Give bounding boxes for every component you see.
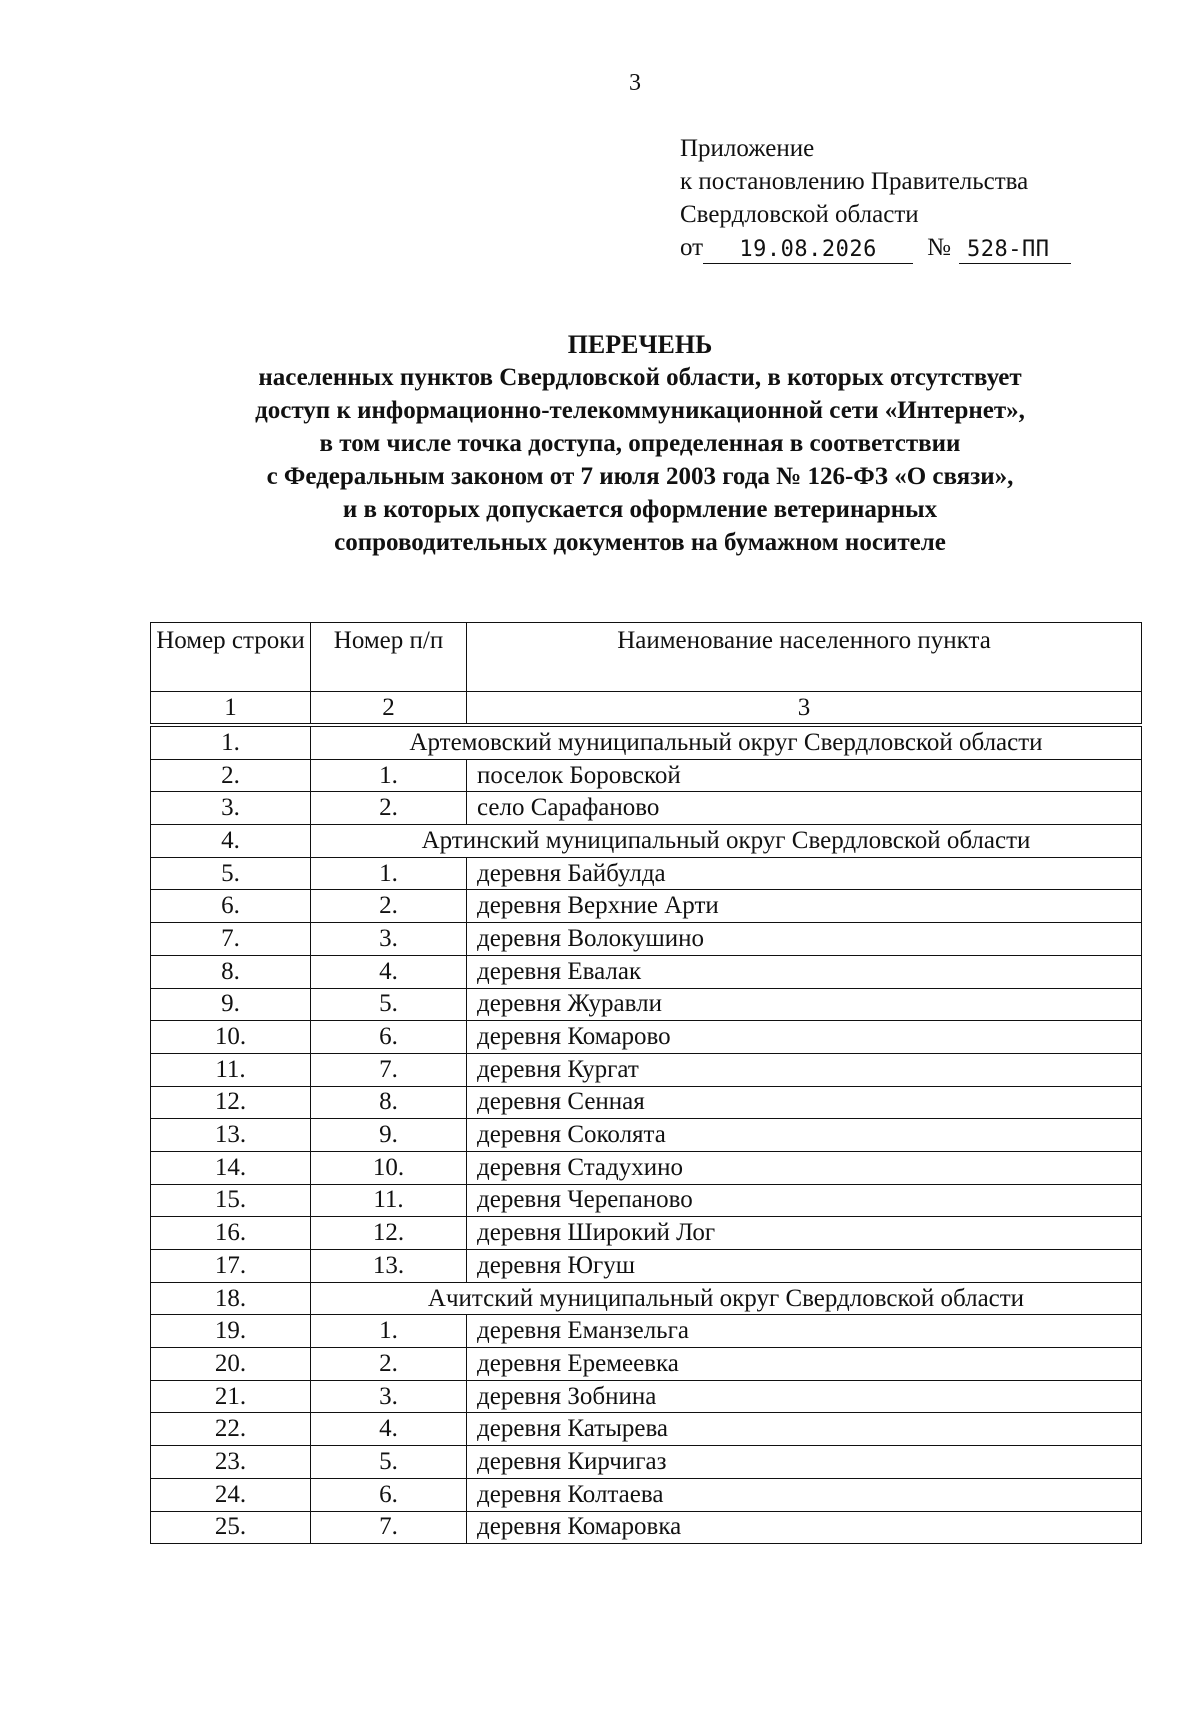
- row-number-cell: 24.: [151, 1478, 311, 1511]
- column-number: 1: [151, 692, 311, 726]
- appendix-line: Приложение: [680, 135, 815, 162]
- row-number-cell: 18.: [151, 1282, 311, 1315]
- settlement-name-cell: деревня Югуш: [467, 1250, 1142, 1283]
- pp-number-cell: 7.: [311, 1511, 467, 1544]
- column-number: 3: [467, 692, 1142, 726]
- pp-number-cell: 2.: [311, 890, 467, 923]
- table-row: [151, 792, 1142, 825]
- pp-number-cell: 1.: [311, 1315, 467, 1348]
- pp-number-cell: 12.: [311, 1217, 467, 1250]
- title-line: населенных пунктов Свердловской области, в которых отсутствует: [258, 364, 1022, 391]
- header-row-number: Номер строки: [151, 623, 311, 692]
- settlement-name-cell: деревня Колтаева: [467, 1478, 1142, 1511]
- table-row: [151, 890, 1142, 923]
- table-row: [151, 1184, 1142, 1217]
- settlement-name-cell: деревня Комаровка: [467, 1511, 1142, 1544]
- settlement-name-cell: деревня Кургат: [467, 1053, 1142, 1086]
- pp-number-cell: 4.: [311, 955, 467, 988]
- decree-date-number: [680, 231, 1071, 264]
- settlements-table-container: [150, 622, 1142, 1544]
- settlement-name-cell: деревня Журавли: [467, 988, 1142, 1021]
- settlement-name-cell: село Сарафаново: [467, 792, 1142, 825]
- settlement-name-cell: деревня Байбулда: [467, 857, 1142, 890]
- settlement-name-cell: деревня Евалак: [467, 955, 1142, 988]
- table-row: [151, 1380, 1142, 1413]
- row-number-cell: 20.: [151, 1348, 311, 1381]
- row-number-cell: 11.: [151, 1053, 311, 1086]
- settlement-name-cell: деревня Стадухино: [467, 1151, 1142, 1184]
- title-line: доступ к информационно-телекоммуникационной сети «Интернет»,: [255, 397, 1025, 424]
- row-number-cell: 19.: [151, 1315, 311, 1348]
- row-number-cell: 14.: [151, 1151, 311, 1184]
- settlement-name-cell: поселок Боровской: [467, 759, 1142, 792]
- title-line: и в которых допускается оформление ветеринарных: [342, 496, 938, 523]
- settlement-name-cell: деревня Комарово: [467, 1021, 1142, 1054]
- row-number-cell: 10.: [151, 1021, 311, 1054]
- table-row: [151, 1053, 1142, 1086]
- table-row: [151, 1413, 1142, 1446]
- row-number-cell: 12.: [151, 1086, 311, 1119]
- district-name-cell: Артемовский муниципальный округ Свердловской области: [311, 725, 1142, 759]
- settlement-name-cell: деревня Еремеевка: [467, 1348, 1142, 1381]
- row-number-cell: 25.: [151, 1511, 311, 1544]
- title-line: с Федеральным законом от 7 июля 2003 года № 126-ФЗ «О связи»,: [266, 463, 1014, 490]
- pp-number-cell: 7.: [311, 1053, 467, 1086]
- district-name-cell: Артинский муниципальный округ Свердловской области: [311, 825, 1142, 858]
- header-settlement-name: Наименование населенного пункта: [467, 623, 1142, 692]
- title-heading: ПЕРЕЧЕНЬ: [567, 330, 713, 359]
- document-title: [120, 328, 1160, 559]
- settlements-table: [150, 622, 1142, 1544]
- settlement-name-cell: деревня Сенная: [467, 1086, 1142, 1119]
- pp-number-cell: 9.: [311, 1119, 467, 1152]
- row-number-cell: 1.: [151, 725, 311, 759]
- table-row: [151, 1250, 1142, 1283]
- row-number-cell: 3.: [151, 792, 311, 825]
- table-row: [151, 1086, 1142, 1119]
- pp-number-cell: 5.: [311, 988, 467, 1021]
- pp-number-cell: 8.: [311, 1086, 467, 1119]
- settlement-name-cell: деревня Еманзельга: [467, 1315, 1142, 1348]
- row-number-cell: 7.: [151, 923, 311, 956]
- pp-number-cell: 2.: [311, 1348, 467, 1381]
- table-row: [151, 857, 1142, 890]
- pp-number-cell: 1.: [311, 759, 467, 792]
- row-number-cell: 2.: [151, 759, 311, 792]
- pp-number-cell: 5.: [311, 1446, 467, 1479]
- table-row: [151, 1348, 1142, 1381]
- row-number-cell: 21.: [151, 1380, 311, 1413]
- decree-number: 528-ПП: [959, 237, 1071, 264]
- table-row: [151, 1217, 1142, 1250]
- row-number-cell: 15.: [151, 1184, 311, 1217]
- appendix-line: к постановлению Правительства: [680, 168, 1029, 195]
- pp-number-cell: 1.: [311, 857, 467, 890]
- district-name-cell: Ачитский муниципальный округ Свердловской области: [311, 1282, 1142, 1315]
- appendix-line: Свердловской области: [680, 201, 919, 228]
- row-number-cell: 16.: [151, 1217, 311, 1250]
- appendix-block: [680, 132, 1071, 264]
- row-number-cell: 8.: [151, 955, 311, 988]
- date-prefix: от: [680, 234, 704, 261]
- table-row: [151, 923, 1142, 956]
- pp-number-cell: 2.: [311, 792, 467, 825]
- table-body: [151, 725, 1142, 1544]
- table-row: [151, 1021, 1142, 1054]
- pp-number-cell: 3.: [311, 923, 467, 956]
- pp-number-cell: 11.: [311, 1184, 467, 1217]
- row-number-cell: 6.: [151, 890, 311, 923]
- table-row: [151, 1315, 1142, 1348]
- row-number-cell: 23.: [151, 1446, 311, 1479]
- settlement-name-cell: деревня Широкий Лог: [467, 1217, 1142, 1250]
- row-number-cell: 22.: [151, 1413, 311, 1446]
- column-number: 2: [311, 692, 467, 726]
- table-row: [151, 1446, 1142, 1479]
- pp-number-cell: 6.: [311, 1021, 467, 1054]
- pp-number-cell: 6.: [311, 1478, 467, 1511]
- row-number-cell: 9.: [151, 988, 311, 1021]
- pp-number-cell: 4.: [311, 1413, 467, 1446]
- title-line: в том числе точка доступа, определенная в соответствии: [319, 430, 961, 457]
- settlement-name-cell: деревня Зобнина: [467, 1380, 1142, 1413]
- header-pp-number: Номер п/п: [311, 623, 467, 692]
- row-number-cell: 13.: [151, 1119, 311, 1152]
- pp-number-cell: 13.: [311, 1250, 467, 1283]
- settlement-name-cell: деревня Волокушино: [467, 923, 1142, 956]
- settlement-name-cell: деревня Соколята: [467, 1119, 1142, 1152]
- district-row: [151, 1282, 1142, 1315]
- decree-date: 19.08.2026: [703, 237, 913, 264]
- settlement-name-cell: деревня Черепаново: [467, 1184, 1142, 1217]
- settlement-name-cell: деревня Катырева: [467, 1413, 1142, 1446]
- settlement-name-cell: деревня Верхние Арти: [467, 890, 1142, 923]
- row-number-cell: 17.: [151, 1250, 311, 1283]
- settlement-name-cell: деревня Кирчигаз: [467, 1446, 1142, 1479]
- row-number-cell: 4.: [151, 825, 311, 858]
- table-row: [151, 955, 1142, 988]
- table-column-numbers-row: [151, 692, 1142, 726]
- table-row: [151, 1511, 1142, 1544]
- page-number: 3: [629, 70, 641, 96]
- row-number-cell: 5.: [151, 857, 311, 890]
- table-row: [151, 1478, 1142, 1511]
- district-row: [151, 825, 1142, 858]
- number-prefix: №: [927, 234, 951, 261]
- title-line: сопроводительных документов на бумажном носителе: [334, 529, 946, 556]
- table-row: [151, 1151, 1142, 1184]
- table-row: [151, 988, 1142, 1021]
- pp-number-cell: 10.: [311, 1151, 467, 1184]
- district-row: [151, 725, 1142, 759]
- pp-number-cell: 3.: [311, 1380, 467, 1413]
- table-header-row: [151, 623, 1142, 692]
- table-row: [151, 1119, 1142, 1152]
- table-row: [151, 759, 1142, 792]
